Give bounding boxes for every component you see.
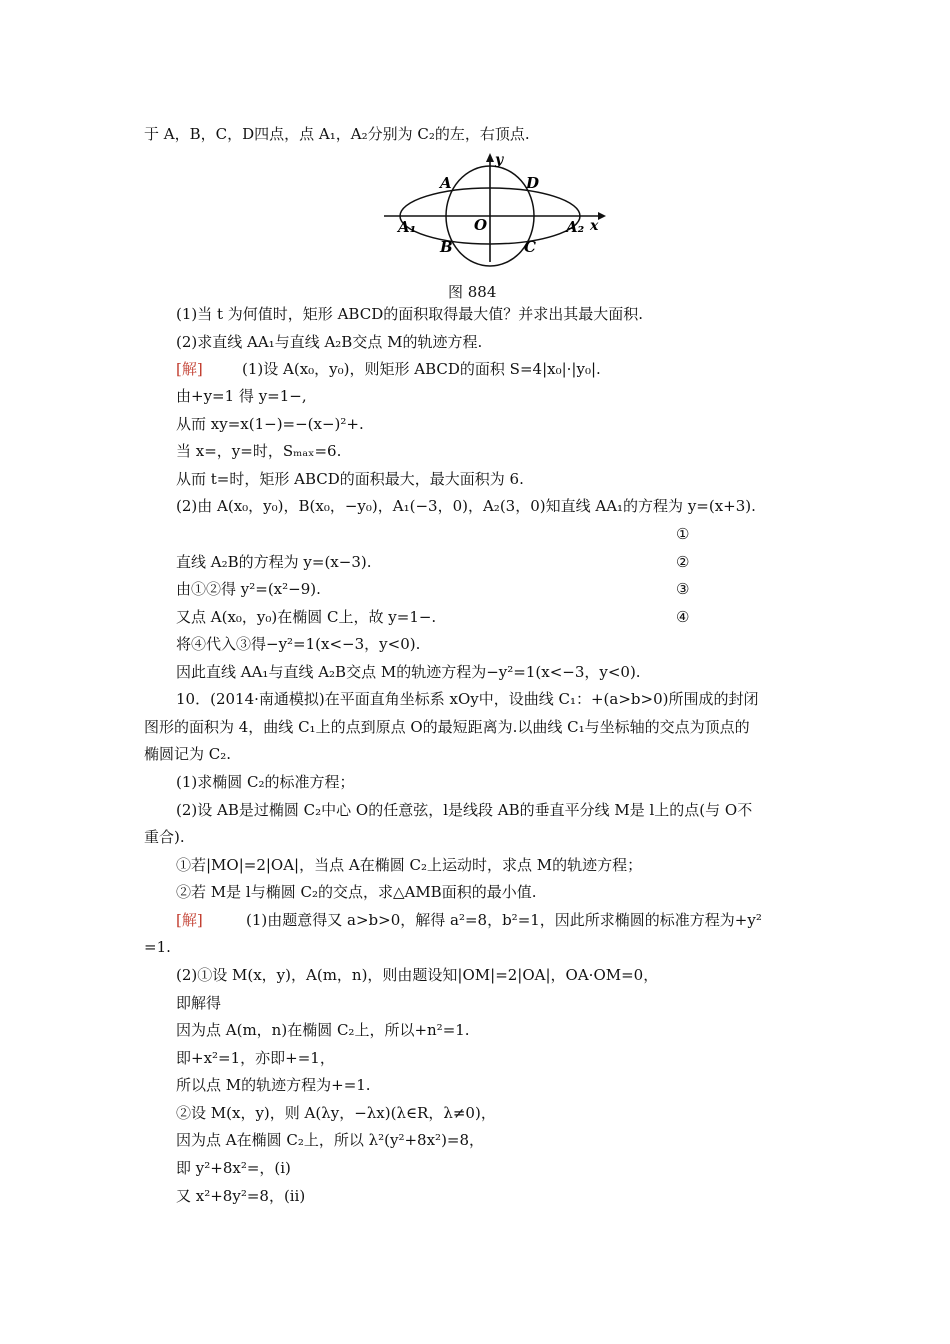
text-line-20: (1)由题意得又 a>b>0，解得 a²=8，b²=1，因此所求椭圆的标准方程为+y² [246, 911, 762, 929]
text-line-16: (2)设 AB是过椭圆 C₂中心 O的任意弦，l是线段 AB的垂直平分线 M是 l上的点(与 O不 [176, 801, 753, 819]
text-line-5: 由+y=1 得 y=1−, [176, 387, 307, 405]
text-line-27: ②设 M(x，y)，则 A(λy，−λx)(λ∈R，λ≠0)， [176, 1104, 496, 1122]
text-line-26: 所以点 M的轨迹方程为+=1. [176, 1076, 371, 1094]
text-line-1: 于 A，B，C，D四点，点 A₁，A₂分别为 C₂的左，右顶点. [144, 125, 530, 143]
text-line-10: 直线 A₂B的方程为 y=(x−3). [176, 553, 372, 571]
text-line-12: 又点 A(x₀，y₀)在椭圆 C上，故 y=1−. [176, 608, 437, 626]
problem-10-line-3: 椭圆记为 C₂. [144, 745, 232, 763]
equation-marker-4: ④ [676, 608, 690, 626]
text-line-29: 即 y²+8x²=，(ⅰ) [176, 1159, 291, 1177]
label-a1: A₁ [398, 218, 417, 236]
label-a2: A₂ [566, 218, 585, 236]
label-x: x [590, 218, 599, 234]
text-line-3: (2)求直线 AA₁与直线 A₂B交点 M的轨迹方程. [176, 333, 483, 351]
text-line-23: 即解得 [176, 994, 222, 1012]
text-line-14: 因此直线 AA₁与直线 A₂B交点 M的轨迹方程为−y²=1(x<−3，y<0). [176, 663, 641, 681]
text-line-2: (1)当 t 为何值时，矩形 ABCD的面积取得最大值？并求出其最大面积. [176, 305, 643, 323]
text-line-6: 从而 xy=x(1−)=−(x−)²+. [176, 415, 364, 433]
label-c: C [524, 238, 536, 256]
x-axis-arrow [598, 212, 606, 220]
equation-marker-2: ② [676, 553, 690, 571]
label-y: y [495, 152, 504, 168]
text-line-9: (2)由 A(x₀，y₀)，B(x₀，−y₀)，A₁(−3，0)，A₂(3，0)知直线 AA₁的方程为 y=(x+3). [176, 497, 756, 515]
text-line-30: 又 x²+8y²=8，(ⅱ) [176, 1187, 306, 1205]
ellipse-circle-figure [384, 150, 614, 270]
text-line-8: 从而 t=时，矩形 ABCD的面积最大，最大面积为 6. [176, 470, 524, 488]
equation-marker-3: ③ [676, 580, 690, 598]
label-o: O [474, 216, 488, 234]
figure-caption: 图 884 [448, 283, 497, 301]
text-line-11: 由①②得 y²=(x²−9). [176, 580, 321, 598]
text-line-24: 因为点 A(m，n)在椭圆 C₂上，所以+n²=1. [176, 1021, 470, 1039]
label-a: A [440, 174, 452, 192]
problem-10-line-2: 图形的面积为 4，曲线 C₁上的点到原点 O的最短距离为.以曲线 C₁与坐标轴的交点为顶点的 [144, 718, 750, 736]
label-b: B [440, 238, 453, 256]
problem-10-line-1: 10．(2014·南通模拟)在平面直角坐标系 xOy中，设曲线 C₁：+(a>b>0)所围成的封闭 [176, 690, 759, 708]
text-line-22: (2)①设 M(x，y)，A(m，n)，则由题设知|OM|=2|OA|，OA·OM=0， [176, 966, 659, 984]
solution-tag-2: [解] [176, 911, 203, 929]
label-d: D [526, 174, 540, 192]
solution-tag-1: [解] [176, 360, 203, 378]
text-line-15: (1)求椭圆 C₂的标准方程； [176, 773, 355, 791]
text-line-13: 将④代入③得−y²=1(x<−3，y<0). [176, 635, 421, 653]
text-line-18: ①若|MO|=2|OA|，当点 A在椭圆 C₂上运动时，求点 M的轨迹方程； [176, 856, 643, 874]
text-line-21: =1. [144, 938, 171, 956]
y-axis-arrow [486, 153, 494, 162]
equation-marker-1: ① [676, 525, 690, 543]
text-line-19: ②若 M是 l与椭圆 C₂的交点，求△AMB面积的最小值. [176, 883, 537, 901]
text-line-17: 重合). [144, 828, 185, 846]
text-line-25: 即+x²=1，亦即+=1， [176, 1049, 335, 1067]
text-line-7: 当 x=，y=时，Sₘₐₓ=6. [176, 442, 342, 460]
text-line-28: 因为点 A在椭圆 C₂上，所以 λ²(y²+8x²)=8， [176, 1131, 485, 1149]
text-line-4: (1)设 A(x₀，y₀)，则矩形 ABCD的面积 S=4|x₀|·|y₀|. [242, 360, 601, 378]
